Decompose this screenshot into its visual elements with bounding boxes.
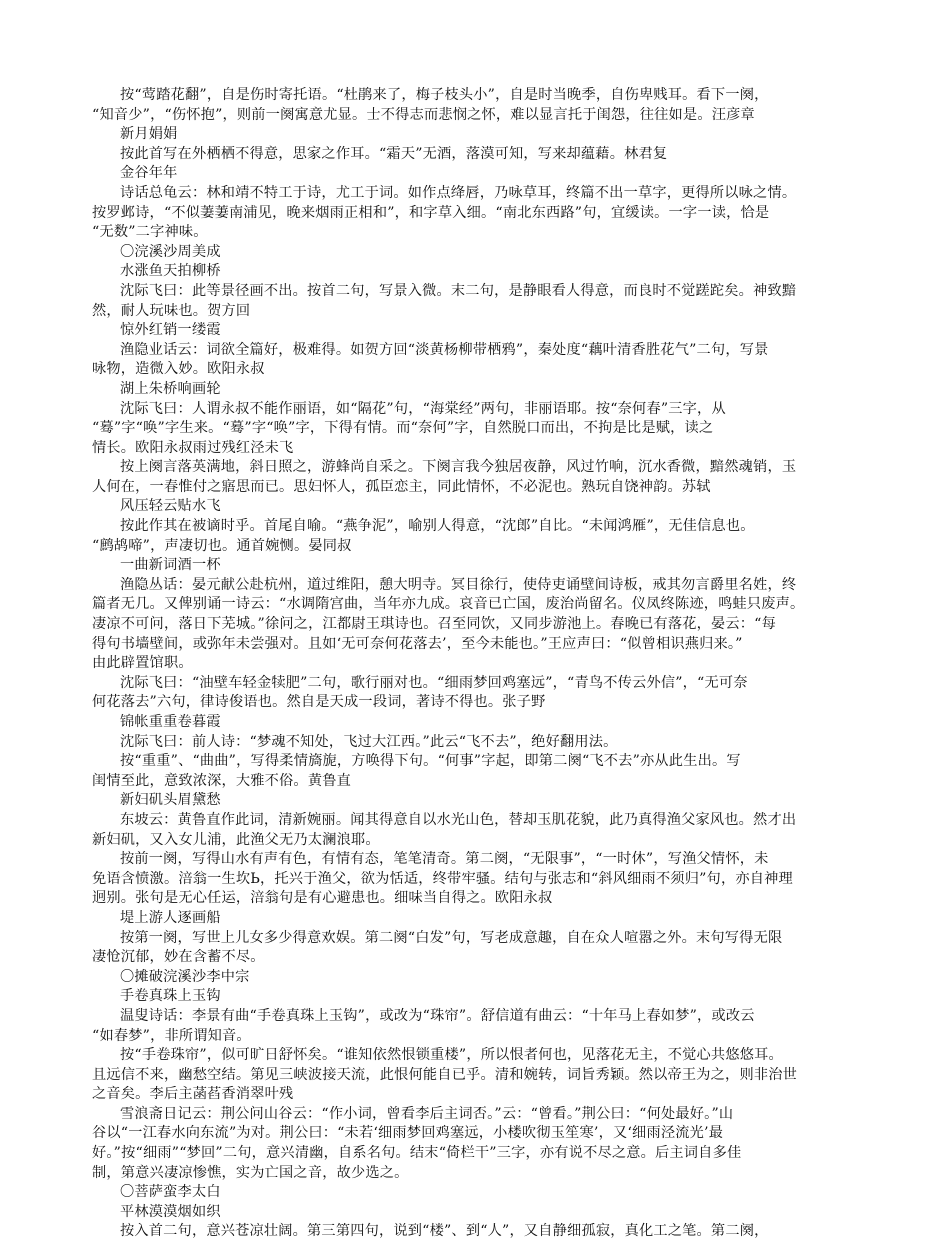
text-line: 由此辟置馆职。 (92, 655, 193, 672)
text-line: 沈际飞曰：人谓永叔不能作丽语，如“隔花”句，“海棠经”两句，非丽语耶。按“奈何春”三字，从 (120, 400, 726, 417)
text-line: 按此作其在被谪时乎。首尾自喻。“燕争泥”，喻别人得意，“沈郎”自比。“未闻鸿雁”，无佳信息也。 (120, 518, 755, 535)
text-line: 诗话总龟云：林和靖不特工于诗，尤工于词。如作点绛唇，乃咏草耳，终篇不出一草字，更得所以咏之情。 (120, 184, 797, 201)
text-line: 情长。欧阳永叔雨过残红泾未飞 (92, 439, 294, 456)
text-line: 凄凉不可问，落日下芜城。”徐问之，江都尉王琪诗也。召至同饮，又同步游池上。春晚已有落花，晏云：“每 (92, 616, 777, 633)
text-line: 然，耐人玩味也。贺方回 (92, 302, 251, 319)
text-line: 金谷年年 (120, 165, 178, 182)
text-line: 按第一阕，写世上儿女多少得意欢娱。第二阕“白发”句，写老成意趣，自在众人喧嚣之外。末句写得无限 (120, 929, 783, 946)
text-line: 迥别。张句是无心任运，涪翁句是有心避患也。细味当自得之。欧阳永叔 (92, 890, 553, 907)
text-line: 〇摊破浣溪沙李中宗 (120, 968, 250, 985)
document-page (92, 86, 857, 1242)
text-line: 且远信不来，幽愁空结。第见三峡波接天流，此恨何能自已乎。清和婉转，词旨秀颖。然以帝王为之，则非治世 (92, 1066, 797, 1083)
text-line: 篇者无几。又俾别诵一诗云：“水调隋宫曲，当年亦九成。哀音已亡国，废治尚留名。仪凤终陈迹，鸣蛙只废声。 (92, 596, 805, 613)
text-line: “蓦”字“唤”字生来。“蓦”字“唤”字，下得有情。而“奈何”字，自然脱口而出，不拘是比是赋，读之 (92, 420, 714, 437)
text-line: 沈际飞曰：“油壁车轻金犊肥”二句，歌行丽对也。“细雨梦回鸡塞远”，“青鸟不传云外信”，“无可奈 (120, 674, 748, 691)
text-line: 手卷真珠上玉钩 (120, 988, 221, 1005)
text-line: 沈际飞曰：前人诗：“梦魂不知处，飞过大江西。”此云“飞不去”，绝好翻用法。 (120, 733, 618, 750)
text-line: 雪浪斋日记云：荆公问山谷云：“作小词，曾看李后主词否。”云：“曾看。”荆公曰：“何处最好。”山 (120, 1105, 734, 1122)
text-line: 咏物，造微入妙。欧阳永叔 (92, 361, 265, 378)
text-line: 人何在，一春惟付之寤思而已。思妇怀人，孤臣恋主，同此情怀，不必泥也。熟玩自饶神韵。苏轼 (92, 478, 711, 495)
text-line: 温叟诗话：李景有曲“手卷真珠上玉钩”，或改为“珠帘”。舒信道有曲云：“十年马上春如梦”，或改云 (120, 1007, 755, 1024)
text-line: 新月娟娟 (120, 126, 178, 143)
text-line: 按入首二句，意兴苍凉壮阔。第三第四句，说到“楼”、到“人”，又自静细孤寂，真化工之笔。第二阕， (120, 1223, 769, 1240)
text-line: 惊外红销一缕霞 (120, 322, 221, 339)
text-line: 风压轻云贴水飞 (120, 498, 221, 515)
text-line: 一曲新词酒一杯 (120, 557, 221, 574)
text-line: 按前一阕，写得山水有声有色，有情有态，笔笔清奇。第二阕，“无限事”，“一时休”，写渔父情怀，未 (120, 851, 769, 868)
text-line: 〇菩萨蛮李太白 (120, 1184, 221, 1201)
text-line: 新妇矶，又入女儿浦，此渔父无乃太澜浪耶。 (92, 831, 380, 848)
text-line: 渔隐丛话：晏元献公赴杭州，道过维阳，憩大明寺。冥目徐行，使侍吏诵壁间诗板，戒其勿言爵里名姓，终 (120, 576, 797, 593)
text-line: 平林漠漠烟如织 (120, 1203, 221, 1220)
text-line: 沈际飞曰：此等景径画不出。按首二句，写景入微。末二句，是静眼看人得意，而良时不觉蹉跎矣。神致黯 (120, 282, 797, 299)
text-line: “鹧鸪啼”，声凄切也。通首婉恻。晏同叔 (92, 537, 352, 554)
text-line: 之音矣。李后主菡萏香消翠叶残 (92, 1086, 294, 1103)
text-line: 锦帐重重卷暮霞 (120, 714, 221, 730)
text-line: 凄怆沉郁，妙在含蓄不尽。 (92, 949, 265, 966)
text-line: 湖上朱桥响画轮 (120, 380, 221, 397)
text-line: 何花落去”六句，律诗俊语也。然自是天成一段词，著诗不得也。张子野 (92, 694, 546, 711)
text-line: 按“重重”、“曲曲”，写得柔情旖旎，方唤得下句。“何事”字起，即第二阕“飞不去”亦从此生出。写 (120, 753, 741, 770)
text-line: 谷以“一江春水向东流”为对。荆公曰：“未若‘细雨梦回鸡塞远，小楼吹彻玉笙寒’，又‘细雨泾流光’最 (92, 1125, 724, 1142)
text-line: 好。”按“细雨”“梦回”二句，意兴清幽，自系名句。结末“倚栏干”三字，亦有说不尽之意。后主词自多佳 (92, 1145, 742, 1162)
text-line: 制，第意兴凄凉惨憔，实为亡国之音，故少选之。 (92, 1164, 409, 1181)
text-line: 按“莺踏花翻”，自是伤时寄托语。“杜鹃来了，梅子枝头小”，自是时当晚季，自伤卑贱耳。看下一阕， (120, 87, 769, 103)
text-line: “如春梦”，非所谓知音。 (92, 1027, 251, 1044)
text-line: 新妇矶头眉黛愁 (120, 792, 221, 809)
text-line: 〇浣溪沙周美成 (120, 243, 221, 260)
text-line: 按上阕言落英满地，斜日照之，游蜂尚自采之。下阕言我今独居夜静，风过竹响，沉水香微，黯然魂销，玉 (120, 459, 797, 476)
text-line: 免语含愤激。涪翁一生坎Ь，托兴于渔父，欲为恬适，终带牢骚。结句与张志和“斜风细雨不须归”句，亦自神理 (92, 870, 793, 887)
text-line: 按“手卷珠帘”，似可旷日舒怀矣。“谁知依然恨锁重楼”，所以恨者何也，见落花无主，不觉心共悠悠耳。 (120, 1047, 783, 1064)
text-line: 渔隐业话云：词欲全篇好，极难得。如贺方回“淡黄杨柳带栖鸦”，秦处度“藕叶清香胜花气”二句，写景 (120, 341, 769, 358)
text-line: “知音少”，“伤怀抱”，则前一阕寓意尤显。士不得志而悲悯之怀，难以显言托于闺怨，往往如是。汪彦章 (92, 106, 755, 123)
text-line: 闺情至此，意致浓深，大雅不俗。黄鲁直 (92, 772, 351, 789)
text-line: 堤上游人逐画船 (120, 909, 221, 926)
text-line: 得句书墙壁间，或弥年未尝强对。且如‘无可奈何花落去’，至今未能也。”王应声曰：“似曾相识燕归来。” (92, 635, 743, 652)
text-line: 水涨鱼天拍柳桥 (120, 263, 221, 280)
text-line: 按罗邺诗，“不似萋萋南浦见，晚来烟雨正相和”，和字草入细。“南北东西路”句，宜缓读。一字一读，恰是 (92, 204, 770, 221)
text-line: 东坡云：黄鲁直作此词，清新婉丽。闻其得意自以水光山色，替却玉肌花貌，此乃真得渔父家风也。然才出 (120, 811, 797, 828)
text-line: 按此首写在外栖栖不得意，思家之作耳。“霜天”无酒，落漠可知，写来却蕴藉。林君复 (120, 145, 668, 162)
text-line: “无数”二字神味。 (92, 224, 208, 241)
